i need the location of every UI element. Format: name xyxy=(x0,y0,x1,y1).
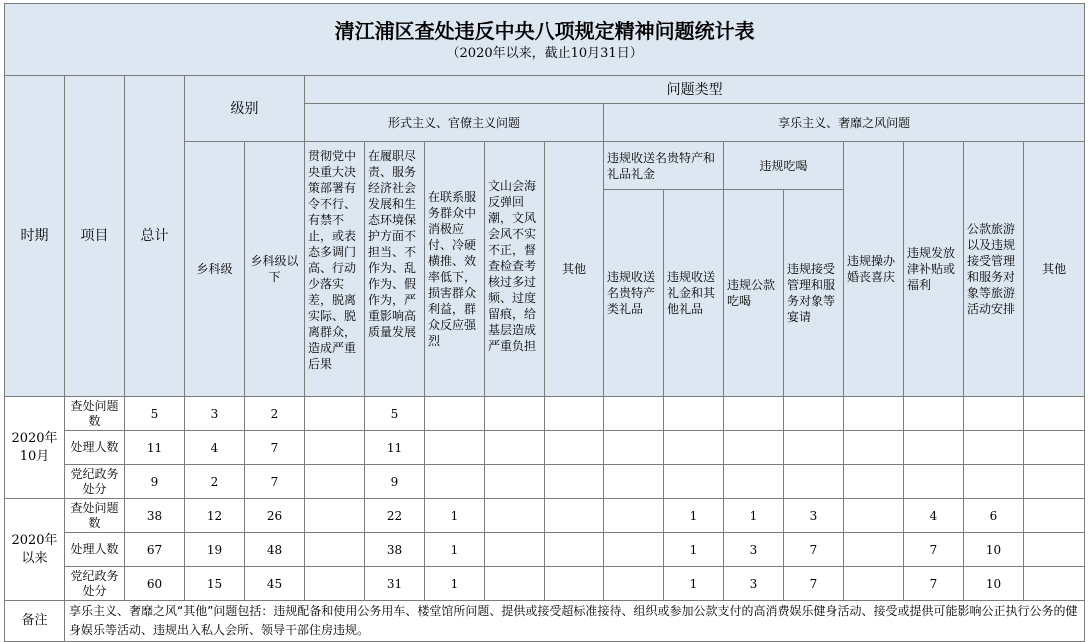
table-cell: 45 xyxy=(245,567,305,601)
table-cell xyxy=(604,397,664,431)
table-cell: 48 xyxy=(245,533,305,567)
table-cell: 11 xyxy=(365,431,425,465)
table-cell: 3 xyxy=(724,533,784,567)
table-cell xyxy=(904,397,964,431)
row-item: 处理人数 xyxy=(65,431,125,465)
row-item: 党纪政务处分 xyxy=(65,567,125,601)
table-cell xyxy=(485,465,545,499)
table-cell: 38 xyxy=(365,533,425,567)
header-formalism-col-2: 在履职尽责、服务经济社会发展和生态环境保护方面不担当、不作为、乱作为、假作为，严重影响高质量发展 xyxy=(365,142,425,397)
table-cell: 7 xyxy=(904,567,964,601)
table-cell: 4 xyxy=(904,499,964,533)
table-cell: 60 xyxy=(125,567,185,601)
header-formalism-col-4: 文山会海反弹回潮，文风会风不实不正，督查检查考核过多过频、过度留痕，给基层造成严重负担 xyxy=(485,142,545,397)
header-level: 级别 xyxy=(185,76,305,142)
table-cell xyxy=(545,499,604,533)
table-cell: 7 xyxy=(245,431,305,465)
table-cell xyxy=(664,465,724,499)
table-title: 清江浦区查处违反中央八项规定精神问题统计表 xyxy=(334,18,755,43)
row-item: 查处问题数 xyxy=(65,397,125,431)
table-cell: 7 xyxy=(904,533,964,567)
table-cell: 38 xyxy=(125,499,185,533)
header-eating-col-1: 违规公款吃喝 xyxy=(724,190,784,397)
table-cell xyxy=(604,567,664,601)
table-cell: 26 xyxy=(245,499,305,533)
table-cell xyxy=(844,533,904,567)
table-cell: 5 xyxy=(365,397,425,431)
table-cell: 2 xyxy=(245,397,305,431)
table-cell xyxy=(485,533,545,567)
table-cell: 7 xyxy=(784,533,844,567)
table-cell xyxy=(485,567,545,601)
table-cell: 1 xyxy=(425,499,485,533)
note-label: 备注 xyxy=(5,601,65,642)
table-cell xyxy=(1024,431,1085,465)
period-2020-ytd: 2020年以来 xyxy=(5,499,65,601)
table-cell xyxy=(604,499,664,533)
header-formalism: 形式主义、官僚主义问题 xyxy=(305,104,604,142)
header-item: 项目 xyxy=(65,76,125,397)
table-cell: 1 xyxy=(425,567,485,601)
table-cell: 12 xyxy=(185,499,245,533)
table-cell xyxy=(545,431,604,465)
table-cell xyxy=(425,465,485,499)
table-subtitle: （2020年以来，截止10月31日） xyxy=(446,45,643,61)
table-cell: 1 xyxy=(664,499,724,533)
table-cell xyxy=(305,397,365,431)
note-text: 享乐主义、奢靡之风“其他”问题包括：违规配备和使用公务用车、楼堂馆所问题、提供或接受超标准接待、组织或参加公款支付的高消费娱乐健身活动、接受或提供可能影响公正执行公务的健身娱乐等活动、违规出入私人会所、领导干部住房违规。 xyxy=(65,601,1085,642)
header-hedonism: 享乐主义、奢靡之风问题 xyxy=(604,104,1085,142)
table-cell xyxy=(485,499,545,533)
table-cell xyxy=(305,431,365,465)
table-cell xyxy=(784,465,844,499)
table-cell xyxy=(724,431,784,465)
header-formalism-col-1: 贯彻党中央重大决策部署有令不行、有禁不止，或表态多调门高、行动少落实差，脱离实际、脱离群众，造成严重后果 xyxy=(305,142,365,397)
table-cell xyxy=(964,431,1024,465)
table-cell xyxy=(305,465,365,499)
table-cell xyxy=(964,397,1024,431)
table-cell xyxy=(545,397,604,431)
table-cell xyxy=(784,431,844,465)
table-cell xyxy=(904,431,964,465)
table-cell xyxy=(964,465,1024,499)
header-gifts-col-1: 违规收送名贵特产类礼品 xyxy=(604,190,664,397)
table-cell xyxy=(1024,397,1085,431)
table-cell xyxy=(904,465,964,499)
table-cell: 7 xyxy=(784,567,844,601)
table-cell xyxy=(604,465,664,499)
table-cell: 7 xyxy=(245,465,305,499)
table-cell xyxy=(844,567,904,601)
header-problem-type: 问题类型 xyxy=(305,76,1085,104)
table-cell xyxy=(724,465,784,499)
header-total: 总计 xyxy=(125,76,185,397)
table-cell xyxy=(485,397,545,431)
table-cell: 1 xyxy=(425,533,485,567)
table-cell: 5 xyxy=(125,397,185,431)
table-cell xyxy=(844,397,904,431)
table-cell: 6 xyxy=(964,499,1024,533)
table-cell xyxy=(485,431,545,465)
table-cell: 3 xyxy=(185,397,245,431)
header-formalism-other: 其他 xyxy=(545,142,604,397)
table-cell: 9 xyxy=(125,465,185,499)
header-formalism-col-3: 在联系服务群众中消极应付、冷硬横推、效率低下，损害群众利益，群众反应强烈 xyxy=(425,142,485,397)
header-tourism: 公款旅游以及违规接受管理和服务对象等旅游活动安排 xyxy=(964,142,1024,397)
header-level-below: 乡科级以下 xyxy=(245,142,305,397)
header-allowances: 违规发放津补贴或福利 xyxy=(904,142,964,397)
stats-table xyxy=(4,3,1085,642)
row-item: 党纪政务处分 xyxy=(65,465,125,499)
table-cell xyxy=(1024,465,1085,499)
period-2020-oct: 2020年10月 xyxy=(5,397,65,499)
table-cell xyxy=(664,397,724,431)
table-cell xyxy=(724,397,784,431)
header-gifts-group: 违规收送名贵特产和礼品礼金 xyxy=(604,142,724,190)
table-cell: 67 xyxy=(125,533,185,567)
table-cell: 19 xyxy=(185,533,245,567)
table-cell xyxy=(545,465,604,499)
header-gifts-col-2: 违规收送礼金和其他礼品 xyxy=(664,190,724,397)
table-cell xyxy=(545,533,604,567)
table-cell xyxy=(305,567,365,601)
row-item: 查处问题数 xyxy=(65,499,125,533)
table-cell xyxy=(664,431,724,465)
table-cell: 1 xyxy=(664,567,724,601)
header-eating-group: 违规吃喝 xyxy=(724,142,844,190)
table-cell: 22 xyxy=(365,499,425,533)
table-cell xyxy=(844,465,904,499)
table-cell xyxy=(604,533,664,567)
table-cell: 10 xyxy=(964,567,1024,601)
table-cell xyxy=(305,533,365,567)
stats-table-container xyxy=(4,3,1085,639)
table-cell xyxy=(425,431,485,465)
table-cell: 1 xyxy=(724,499,784,533)
header-weddings: 违规操办婚丧喜庆 xyxy=(844,142,904,397)
header-hedonism-other: 其他 xyxy=(1024,142,1085,397)
table-cell xyxy=(305,499,365,533)
table-cell: 11 xyxy=(125,431,185,465)
table-cell xyxy=(784,397,844,431)
table-cell: 3 xyxy=(724,567,784,601)
table-cell xyxy=(1024,499,1085,533)
table-cell xyxy=(844,499,904,533)
table-cell: 4 xyxy=(185,431,245,465)
table-cell xyxy=(425,397,485,431)
header-period: 时期 xyxy=(5,76,65,397)
table-cell xyxy=(1024,567,1085,601)
table-cell xyxy=(844,431,904,465)
table-cell: 3 xyxy=(784,499,844,533)
table-cell: 15 xyxy=(185,567,245,601)
table-cell: 10 xyxy=(964,533,1024,567)
table-cell: 9 xyxy=(365,465,425,499)
header-eating-col-2: 违规接受管理和服务对象等宴请 xyxy=(784,190,844,397)
table-cell xyxy=(604,431,664,465)
table-cell: 31 xyxy=(365,567,425,601)
table-cell: 1 xyxy=(664,533,724,567)
table-cell xyxy=(545,567,604,601)
table-cell xyxy=(1024,533,1085,567)
table-cell: 2 xyxy=(185,465,245,499)
row-item: 处理人数 xyxy=(65,533,125,567)
table-title-cell xyxy=(5,4,1085,76)
header-level-township: 乡科级 xyxy=(185,142,245,397)
